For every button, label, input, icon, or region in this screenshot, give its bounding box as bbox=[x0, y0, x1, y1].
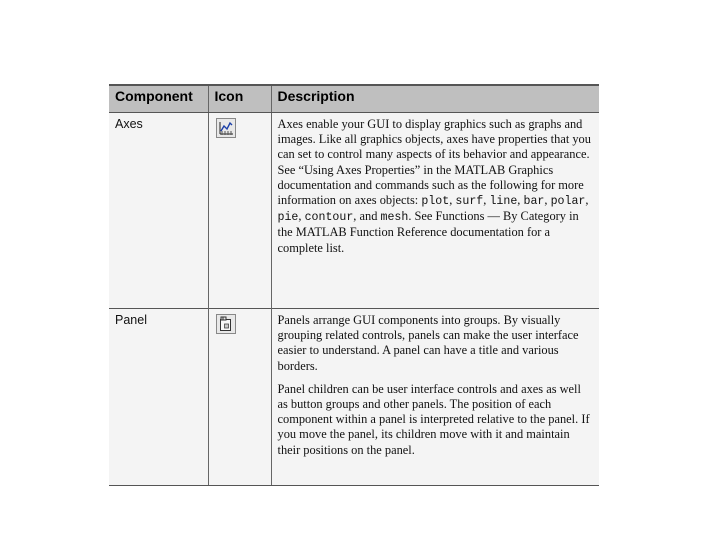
description-cell bbox=[271, 113, 599, 309]
table-row bbox=[109, 309, 599, 486]
separator: , bbox=[353, 209, 357, 224]
description-paragraph bbox=[278, 117, 594, 256]
component-name: Axes bbox=[109, 113, 208, 309]
function-pie: pie bbox=[277, 211, 299, 225]
header-row bbox=[109, 85, 599, 113]
description-paragraph: Panel children can be user interface controls and axes as well as button groups and other panels. The position of each component within a panel is interpreted relative to the panel. If you move the panel, its children move with it and maintain their positions on the panel. bbox=[277, 381, 590, 457]
component-table bbox=[109, 84, 599, 486]
function-polar: polar bbox=[550, 195, 586, 209]
component-name: Panel bbox=[109, 309, 208, 486]
description-cell bbox=[271, 309, 599, 486]
header-description: Description bbox=[271, 85, 599, 113]
function-contour: contour bbox=[304, 211, 354, 225]
function-bar: bar bbox=[523, 195, 545, 209]
separator: , bbox=[544, 193, 551, 208]
icon-cell bbox=[208, 113, 271, 309]
function-plot: plot bbox=[421, 195, 450, 209]
panel-icon bbox=[216, 314, 236, 334]
function-surf: surf bbox=[455, 195, 484, 209]
separator: , bbox=[449, 193, 456, 208]
table-row bbox=[109, 113, 599, 309]
description-paragraph: Panels arrange GUI components into groups. By visually grouping related controls, panels can make the user interface easier to understand. A panel can have a title and various borders. bbox=[277, 313, 579, 373]
component-table-grid bbox=[109, 84, 599, 486]
separator: , bbox=[517, 193, 524, 208]
separator: , bbox=[483, 193, 490, 208]
separator: , bbox=[585, 193, 589, 208]
function-line: line bbox=[489, 195, 518, 209]
separator: , bbox=[298, 209, 305, 224]
header-icon: Icon bbox=[208, 85, 271, 113]
description-text: Axes enable your GUI to display graphics such as graphs and images. Like all graphics objects, axes have properties that you can set to control many aspects of its behavior and appearance. See “Using Axes Properties” in the MATLAB Graphics documentation and commands such as the following for more information on axes objects: bbox=[277, 117, 591, 208]
function-mesh: mesh bbox=[380, 211, 409, 225]
header-component: Component bbox=[109, 85, 208, 113]
description-text-tail: . See Functions — By Category in the MATLAB Function Reference documentation for a complete list. bbox=[277, 209, 579, 255]
axes-icon bbox=[216, 118, 236, 138]
icon-cell bbox=[208, 309, 271, 486]
conjunction: and bbox=[359, 209, 378, 224]
